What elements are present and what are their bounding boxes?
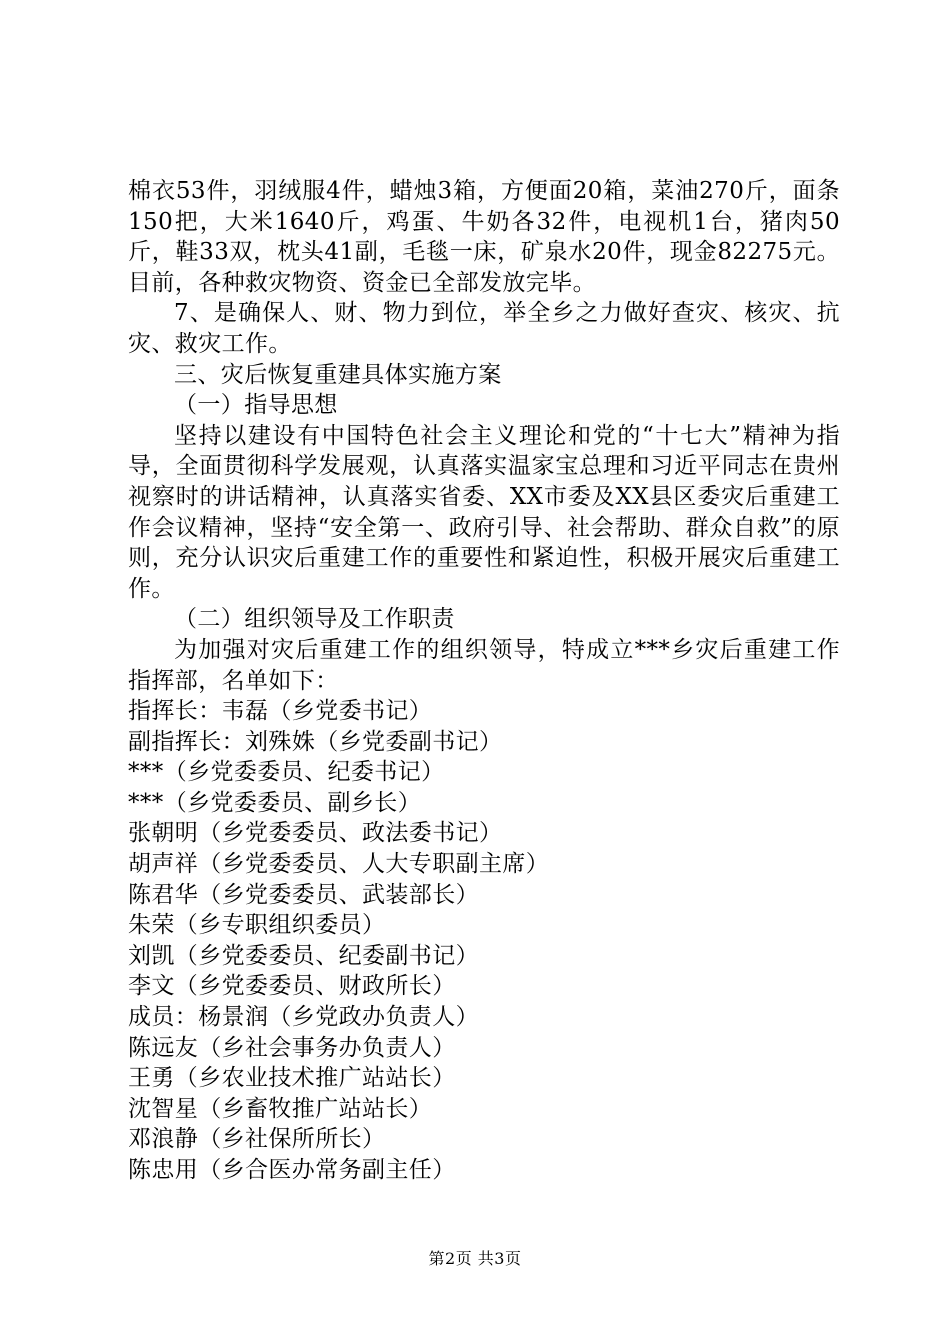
list-item: 邓浪静（乡社保所所长）: [128, 1126, 386, 1153]
list-item: 沈智星（乡畜牧推广站站长）: [128, 1095, 433, 1122]
list-item: 成员：杨景润（乡党政办负责人）: [128, 1004, 479, 1031]
list-item: 张朝明（乡党委委员、政法委书记）: [128, 820, 503, 847]
list-item: 胡声祥（乡党委委员、人大专职副主席）: [128, 851, 550, 878]
list-item: 李文（乡党委委员、财政所长）: [128, 973, 456, 1000]
page-footer: 第2页 共3页: [428, 1249, 522, 1268]
list-item: ***（乡党委委员、副乡长）: [128, 789, 422, 816]
paragraph-supplies: 棉衣53件，羽绒服4件，蜡烛3箱，方便面20箱，菜油270斤，面条150把，大米1640斤，鸡蛋、牛奶各32件，电视机1台，猪肉50斤，鞋33双，枕头41副，毛毯一床，矿泉水20件，现金82275元。目前，各种救灾物资、资金已全部发放完毕。: [128, 178, 840, 296]
list-item: 王勇（乡农业技术推广站站长）: [128, 1065, 456, 1092]
list-item: ***（乡党委委员、纪委书记）: [128, 759, 445, 786]
list-item: 陈忠用（乡合医办常务副主任）: [128, 1157, 456, 1183]
document-body: [128, 176, 840, 1186]
list-item: 指挥长：韦磊（乡党委书记）: [128, 698, 433, 725]
list-item: 副指挥长：刘殊姝（乡党委副书记）: [128, 728, 503, 755]
list-item: 陈远友（乡社会事务办负责人）: [128, 1034, 456, 1061]
subsection-heading-1: （一）指导思想: [174, 392, 338, 419]
list-item: 刘凯（乡党委委员、纪委副书记）: [128, 942, 479, 969]
subsection-heading-2: （二）组织领导及工作职责: [174, 606, 455, 633]
paragraph-guiding-thought: 坚持以建设有中国特色社会主义理论和党的“十七大”精神为指导，全面贯彻科学发展观，认真落实温家宝总理和习近平同志在贵州视察时的讲话精神，认真落实省委、XX市委及XX县区委灾后重建工作会议精神，坚持“安全第一、政府引导、社会帮助、群众自救”的原则，充分认识灾后重建工作的重要性和紧迫性，积极开展灾后重建工作。: [128, 422, 840, 602]
list-item: 陈君华（乡党委委员、武装部长）: [128, 881, 479, 908]
section-heading-3: 三、灾后恢复重建具体实施方案: [174, 361, 502, 388]
paragraph-point-7: 7、是确保人、财、物力到位，举全乡之力做好查灾、核灾、抗灾、救灾工作。: [128, 300, 840, 357]
paragraph-command-intro: 为加强对灾后重建工作的组织领导，特成立***乡灾后重建工作指挥部，名单如下：: [128, 636, 840, 694]
list-item: 朱荣（乡专职组织委员）: [128, 912, 386, 939]
